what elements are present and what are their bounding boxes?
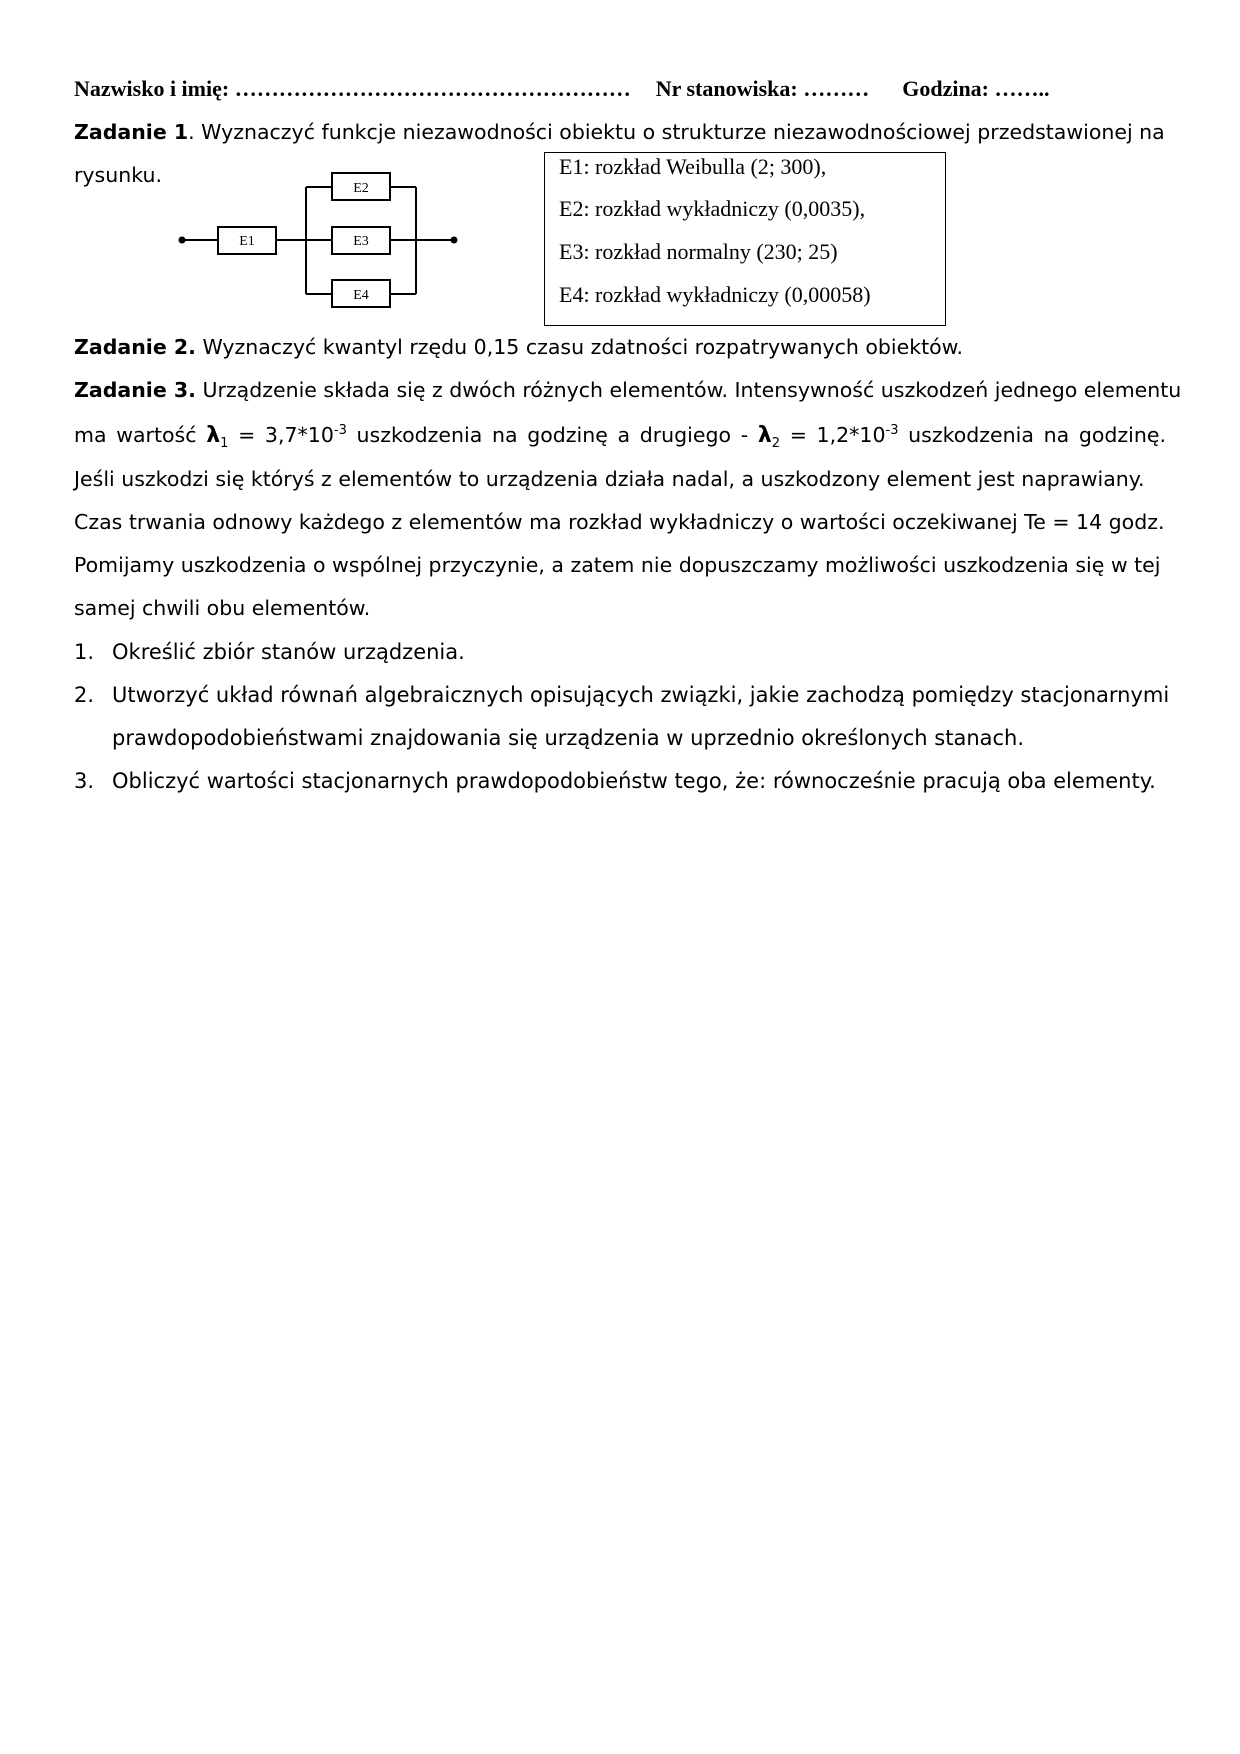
task3-l2-d: = 1,2*10 — [789, 423, 886, 447]
task1-text-b: rysunku. — [74, 163, 162, 187]
list-item-number: 3. — [74, 769, 95, 793]
task3-l3: Jeśli uszkodzi się któryś z elementów to urządzenia działa nadal, a uszkodzony element jest naprawiany. — [74, 467, 1145, 491]
label-e3: E3 — [353, 234, 369, 249]
task3-l2-b: = 3,7*10 — [238, 423, 334, 447]
list-item-number: 1. — [74, 640, 95, 664]
lambda-2-sub: 2 — [771, 436, 781, 452]
distributions-box — [544, 152, 946, 326]
list-item — [74, 766, 1166, 796]
list-item-text: Utworzyć układ równań algebraicznych opisujących związki, jakie zachodzą pomiędzy stacjonarnymi — [112, 683, 1170, 707]
list-item — [74, 680, 1170, 710]
task1-title: Zadanie 1 — [74, 120, 189, 144]
distribution-e1: E1: rozkład Weibulla (2; 300), — [559, 154, 827, 179]
task3-line-5 — [74, 550, 1166, 580]
task3-line-6 — [74, 593, 1166, 623]
list-item — [74, 637, 1166, 667]
header-line — [74, 74, 1166, 104]
task3-l5: Pomijamy uszkodzenia o wspólnej przyczynie, a zatem nie dopuszczamy możliwości uszkodzenia się w tej — [74, 553, 1161, 577]
distribution-e3: E3: rozkład normalny (230; 25) — [559, 239, 838, 264]
list-item-text: Obliczyć wartości stacjonarnych prawdopodobieństw tego, że: równocześnie pracują oba elementy. — [112, 769, 1156, 793]
name-label: Nazwisko i imię: — [74, 76, 230, 101]
left-terminal-icon — [179, 237, 186, 244]
distribution-e2: E2: rozkład wykładniczy (0,0035), — [559, 196, 866, 221]
label-e1: E1 — [239, 234, 255, 249]
task1-line-1 — [74, 117, 1166, 147]
task3-line-4 — [74, 507, 1166, 537]
hour-label: Godzina: — [902, 76, 990, 101]
label-e2: E2 — [353, 181, 369, 196]
task3-line-2 — [74, 420, 1166, 451]
label-e4: E4 — [353, 288, 369, 303]
task3-l2-a: ma wartość — [74, 423, 197, 447]
task3-l4: Czas trwania odnowy każdego z elementów ma rozkład wykładniczy o wartości oczekiwanej Te = 14 godz. — [74, 510, 1165, 534]
station-label: Nr stanowiska: — [655, 76, 798, 101]
exp-1: -3 — [333, 423, 347, 439]
lambda-1-sub: 1 — [220, 436, 229, 452]
task3-line-1 — [74, 375, 1182, 405]
name-dots: ……………………………………………… — [234, 76, 631, 101]
list-item-text: prawdopodobieństwami znajdowania się urządzenia w uprzednio określonych stanach. — [112, 726, 1025, 750]
exp-2: -3 — [885, 423, 899, 439]
task2-line — [74, 332, 1166, 362]
station-dots: ……… — [803, 76, 870, 101]
task3-title: Zadanie 3. — [74, 378, 196, 402]
task1-text-a: . Wyznaczyć funkcje niezawodności obiektu o strukturze niezawodnościowej przedstawionej na — [188, 120, 1165, 144]
task3-l2-c: uszkodzenia na godzinę a drugiego - — [356, 423, 749, 447]
list-item-number: 2. — [74, 683, 95, 707]
hour-dots: …….. — [994, 76, 1050, 101]
reliability-diagram — [172, 160, 472, 310]
lambda-1: λ — [206, 423, 221, 448]
lambda-2: λ — [757, 423, 772, 448]
task3-line-3 — [74, 464, 1166, 494]
task2-text: Wyznaczyć kwantyl rzędu 0,15 czasu zdatności rozpatrywanych obiektów. — [202, 335, 964, 359]
task3-l1: Urządzenie składa się z dwóch różnych elementów. Intensywność uszkodzeń jednego elementu — [202, 378, 1182, 402]
list-item-text: Określić zbiór stanów urządzenia. — [112, 640, 465, 664]
distribution-e4: E4: rozkład wykładniczy (0,00058) — [559, 282, 871, 307]
task3-l6: samej chwili obu elementów. — [74, 596, 371, 620]
task3-l2-e: uszkodzenia na godzinę. — [908, 423, 1166, 447]
right-terminal-icon — [451, 237, 458, 244]
task2-title: Zadanie 2. — [74, 335, 196, 359]
